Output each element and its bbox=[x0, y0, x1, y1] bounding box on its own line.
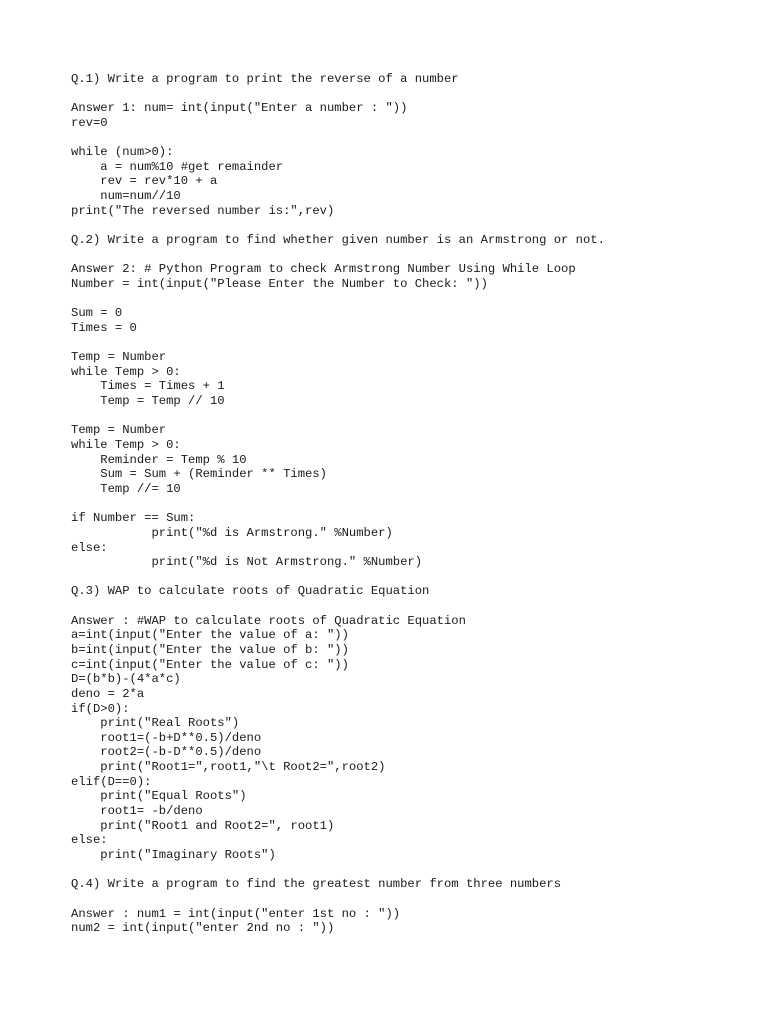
blank-line bbox=[71, 87, 751, 102]
code-line: Temp //= 10 bbox=[71, 481, 181, 496]
code-line: else: bbox=[71, 540, 108, 555]
code-line: print("%d is Not Armstrong." %Number) bbox=[71, 555, 423, 570]
code-line: root2=(-b-D**0.5)/deno bbox=[71, 745, 262, 760]
code-line: rev = rev*10 + a bbox=[71, 174, 218, 189]
code-line: Times = 0 bbox=[71, 320, 137, 335]
code-line: b=int(input("Enter the value of b: ")) bbox=[71, 642, 349, 657]
blank-line bbox=[71, 497, 751, 512]
blank-line bbox=[71, 131, 751, 146]
code-line: num2 = int(input("enter 2nd no : ")) bbox=[71, 921, 335, 936]
question-3-heading: Q.3) WAP to calculate roots of Quadratic Equation bbox=[71, 584, 430, 599]
code-line: Sum = Sum + (Reminder ** Times) bbox=[71, 467, 327, 482]
code-line: if(D>0): bbox=[71, 701, 130, 716]
code-line: print("Real Roots") bbox=[71, 716, 240, 731]
code-line: num=num//10 bbox=[71, 189, 181, 204]
code-line: a=int(input("Enter the value of a: ")) bbox=[71, 628, 349, 643]
blank-line bbox=[71, 892, 751, 907]
code-line: if Number == Sum: bbox=[71, 511, 196, 526]
blank-line bbox=[71, 409, 751, 424]
blank-line bbox=[71, 248, 751, 263]
blank-line bbox=[71, 292, 751, 307]
code-line: Temp = Number bbox=[71, 350, 167, 365]
code-line: root1=(-b+D**0.5)/deno bbox=[71, 730, 262, 745]
code-line: print("Root1 and Root2=", root1) bbox=[71, 818, 335, 833]
code-line: Temp = Number bbox=[71, 423, 167, 438]
code-line: rev=0 bbox=[71, 115, 108, 130]
code-line: Temp = Temp // 10 bbox=[71, 394, 225, 409]
code-line: while Temp > 0: bbox=[71, 438, 181, 453]
code-line: Reminder = Temp % 10 bbox=[71, 452, 247, 467]
code-line: Sum = 0 bbox=[71, 306, 123, 321]
blank-line bbox=[71, 336, 751, 351]
code-line: print("%d is Armstrong." %Number) bbox=[71, 525, 393, 540]
code-line: a = num%10 #get remainder bbox=[71, 159, 284, 174]
code-line: while Temp > 0: bbox=[71, 364, 181, 379]
code-line: root1= -b/deno bbox=[71, 804, 203, 819]
blank-line bbox=[71, 863, 751, 878]
code-line: print("Equal Roots") bbox=[71, 789, 247, 804]
answer-2-line: Answer 2: # Python Program to check Armstrong Number Using While Loop bbox=[71, 262, 576, 277]
code-line: Number = int(input("Please Enter the Number to Check: ")) bbox=[71, 276, 488, 291]
blank-line bbox=[71, 570, 751, 585]
question-4-heading: Q.4) Write a program to find the greatest number from three numbers bbox=[71, 877, 562, 892]
answer-4-line: Answer : num1 = int(input("enter 1st no : ")) bbox=[71, 906, 401, 921]
code-line: Times = Times + 1 bbox=[71, 379, 225, 394]
document-text bbox=[71, 72, 751, 936]
question-2-heading: Q.2) Write a program to find whether given number is an Armstrong or not. bbox=[71, 233, 605, 248]
code-line: elif(D==0): bbox=[71, 774, 152, 789]
answer-3-line: Answer : #WAP to calculate roots of Quadratic Equation bbox=[71, 613, 466, 628]
code-line: deno = 2*a bbox=[71, 686, 145, 701]
answer-1-line: Answer 1: num= int(input("Enter a number : ")) bbox=[71, 101, 408, 116]
code-line: while (num>0): bbox=[71, 145, 174, 160]
code-line: print("Root1=",root1,"\t Root2=",root2) bbox=[71, 760, 386, 775]
code-line: D=(b*b)-(4*a*c) bbox=[71, 672, 181, 687]
code-line: print("The reversed number is:",rev) bbox=[71, 203, 335, 218]
code-line: else: bbox=[71, 833, 108, 848]
code-line: c=int(input("Enter the value of c: ")) bbox=[71, 657, 349, 672]
blank-line bbox=[71, 218, 751, 233]
code-line: print("Imaginary Roots") bbox=[71, 847, 276, 862]
blank-line bbox=[71, 599, 751, 614]
question-1-heading: Q.1) Write a program to print the reverse of a number bbox=[71, 72, 459, 86]
